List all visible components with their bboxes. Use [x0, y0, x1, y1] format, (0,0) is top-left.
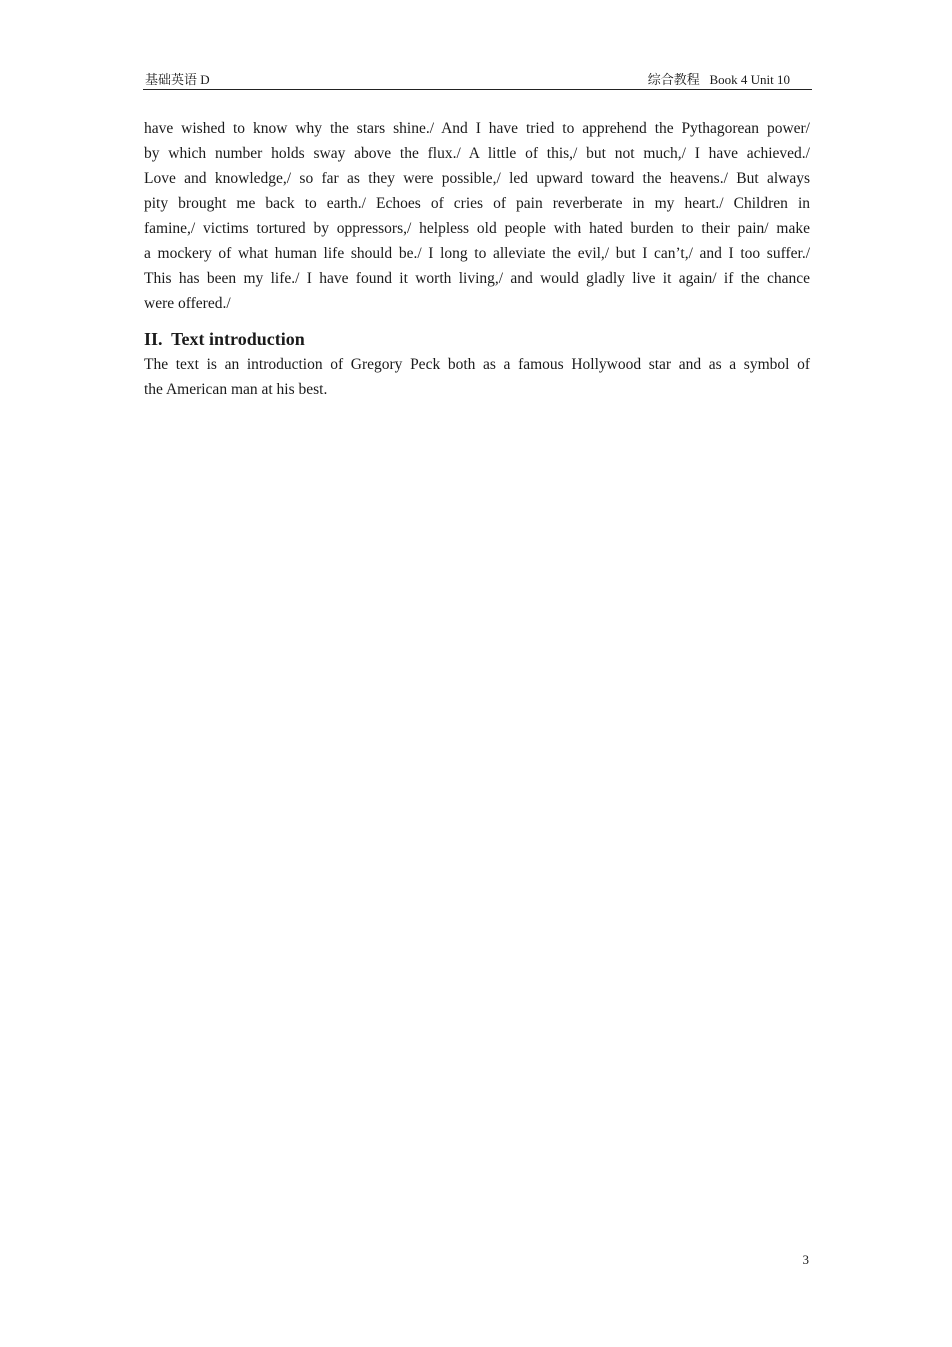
text-line: Love and knowledge,/ so far as they were possible,/ led upward toward the heavens./ But always — [144, 170, 810, 187]
page-number: 3 — [802, 1252, 809, 1267]
section-heading: II. Text introduction — [144, 329, 305, 349]
text-line: pity brought me back to earth./ Echoes of cries of pain reverberate in my heart./ Children in — [144, 195, 810, 212]
header-course-title: 基础英语 D — [145, 72, 210, 87]
page-header — [143, 70, 812, 90]
page-content — [144, 116, 810, 402]
text-line: The text is an introduction of Gregory Peck both as a famous Hollywood star and as a symbol of — [144, 356, 810, 373]
text-line: have wished to know why the stars shine./ And I have tried to apprehend the Pythagorean power/ — [144, 120, 810, 137]
text-line: by which number holds sway above the flux./ A little of this,/ but not much,/ I have achieved./ — [144, 145, 810, 162]
intro-paragraph — [144, 352, 810, 402]
header-book-unit: 综合教程 Book 4 Unit 10 — [647, 72, 790, 87]
text-line: This has been my life./ I have found it worth living,/ and would gladly live it again/ if the chance — [144, 270, 810, 287]
text-line: a mockery of what human life should be./ I long to alleviate the evil,/ but I can’t,/ and I too suffer./ — [144, 245, 810, 262]
text-line: the American man at his best. — [144, 381, 328, 398]
text-line: were offered./ — [144, 295, 231, 312]
poem-paragraph — [144, 116, 810, 316]
text-line: famine,/ victims tortured by oppressors,/ helpless old people with hated burden to their pain/ make — [144, 220, 810, 237]
